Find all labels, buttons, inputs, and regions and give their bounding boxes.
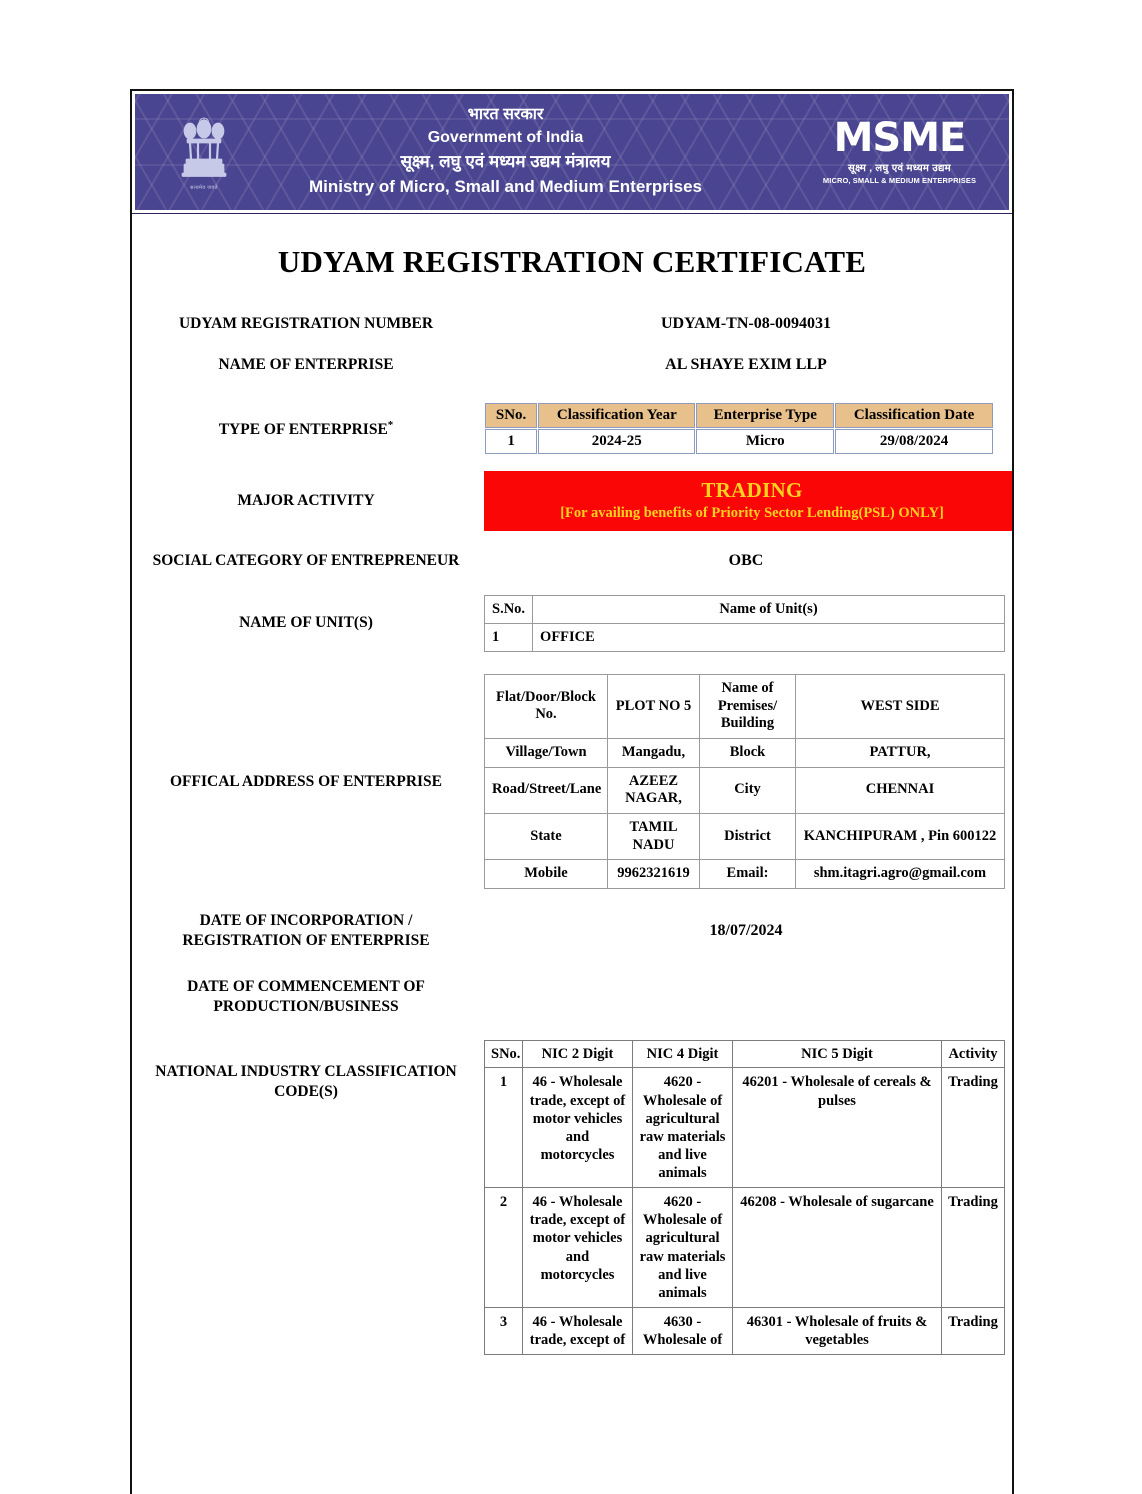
table-row	[485, 767, 1005, 813]
address-value-premises: WEST SIDE	[796, 674, 1005, 738]
units-table	[484, 595, 1005, 652]
major-activity-label: MAJOR ACTIVITY	[237, 492, 375, 510]
classification-table-header-row	[485, 403, 993, 428]
social-category-row	[132, 551, 1012, 571]
classification-year: 2024-25	[538, 429, 695, 454]
nic-2digit: 46 - Wholesale trade, except of	[523, 1307, 633, 1354]
address-key-road: Road/Street/Lane	[485, 767, 608, 813]
address-value-flat: PLOT NO 5	[608, 674, 700, 738]
address-key-email: Email:	[700, 860, 796, 889]
units-table-cell	[480, 595, 1012, 652]
classification-header-year: Classification Year	[538, 403, 695, 428]
nic-codes-label: NATIONAL INDUSTRY CLASSIFICATION CODE(S)	[155, 1063, 457, 1101]
trading-banner-title: TRADING	[701, 478, 803, 502]
units-header-name: Name of Unit(s)	[533, 595, 1005, 623]
date-of-incorporation-row	[132, 911, 1012, 951]
table-row	[485, 738, 1005, 767]
table-row	[485, 429, 993, 454]
certificate-page	[130, 89, 1014, 1494]
classification-table	[484, 402, 994, 455]
classification-header-type: Enterprise Type	[696, 403, 834, 428]
address-value-state: TAMIL NADU	[608, 813, 700, 859]
ministry-english-label: Ministry of Micro, Small and Medium Enterprises	[309, 177, 702, 197]
nic-header-2digit: NIC 2 Digit	[523, 1041, 633, 1068]
nic-header-5digit: NIC 5 Digit	[733, 1041, 942, 1068]
unit-sno: 1	[485, 623, 533, 651]
classification-header-date: Classification Date	[835, 403, 993, 428]
address-value-email: shm.itagri.agro@gmail.com	[796, 860, 1005, 889]
trading-banner-subtitle: [For availing benefits of Priority Sector Lending(PSL) ONLY]	[560, 505, 944, 521]
official-address-label: OFFICAL ADDRESS OF ENTERPRISE	[169, 772, 443, 790]
address-value-road: AZEEZ NAGAR,	[608, 767, 700, 813]
registration-number-label: UDYAM REGISTRATION NUMBER	[178, 315, 434, 333]
nic-5digit: 46208 - Wholesale of sugarcane	[733, 1188, 942, 1308]
enterprise-type-label	[132, 418, 480, 440]
address-key-block: Block	[700, 738, 796, 767]
address-table-cell	[480, 674, 1012, 889]
unit-name: OFFICE	[533, 623, 1005, 651]
address-key-city: City	[700, 767, 796, 813]
nic-activity: Trading	[942, 1307, 1005, 1354]
table-row	[485, 674, 1005, 738]
nic-table-cell	[480, 1040, 1012, 1355]
classification-enterprise-type: Micro	[696, 429, 834, 454]
nic-header-4digit: NIC 4 Digit	[633, 1041, 733, 1068]
address-key-village: Village/Town	[485, 738, 608, 767]
table-row	[485, 1307, 1005, 1354]
msme-logo	[812, 115, 987, 185]
table-row	[485, 1068, 1005, 1188]
nic-4digit: 4620 - Wholesale of agricultural raw materials and live animals	[633, 1068, 733, 1188]
emblem-caption: सत्यमेव जयते	[190, 185, 218, 191]
ministry-hindi-label: सूक्ष्म, लघु एवं मध्यम उद्यम मंत्रालय	[400, 151, 611, 171]
official-address-row	[132, 674, 1012, 889]
trading-banner	[484, 471, 1014, 531]
government-header-banner	[132, 91, 1012, 213]
address-value-district: KANCHIPURAM , Pin 600122	[796, 813, 1005, 859]
nic-5digit: 46201 - Wholesale of cereals & pulses	[733, 1068, 942, 1188]
classification-table-cell	[480, 402, 1012, 455]
social-category-label: SOCIAL CATEGORY OF ENTREPRENEUR	[152, 552, 460, 569]
enterprise-name-label: NAME OF ENTERPRISE	[218, 356, 394, 374]
table-row	[485, 860, 1005, 889]
nic-sno: 1	[485, 1068, 523, 1188]
major-activity-value-cell	[480, 471, 1014, 531]
nic-sno: 3	[485, 1307, 523, 1354]
table-row	[485, 623, 1005, 651]
enterprise-type-row	[132, 402, 1012, 455]
nic-table	[484, 1040, 1005, 1355]
nic-sno: 2	[485, 1188, 523, 1308]
name-of-units-row	[132, 595, 1012, 652]
address-key-district: District	[700, 813, 796, 859]
enterprise-type-label-text: TYPE OF ENTERPRISE	[218, 420, 388, 438]
nic-header-activity: Activity	[942, 1041, 1005, 1068]
govt-english-label: Government of India	[427, 128, 584, 146]
address-value-mobile: 9962321619	[608, 860, 700, 889]
date-of-commencement-label: DATE OF COMMENCEMENT OF PRODUCTION/BUSINESS	[187, 977, 425, 1015]
date-of-commencement-row	[132, 977, 1012, 1017]
nic-table-header-row	[485, 1041, 1005, 1068]
nic-activity: Trading	[942, 1188, 1005, 1308]
nic-2digit: 46 - Wholesale trade, except of motor vehicles and motorcycles	[523, 1068, 633, 1188]
classification-date: 29/08/2024	[835, 429, 993, 454]
msme-logo-wordmark: MSME	[833, 115, 966, 161]
nic-activity: Trading	[942, 1068, 1005, 1188]
name-of-units-label: NAME OF UNIT(S)	[239, 614, 373, 632]
registration-number-row	[132, 306, 1012, 342]
classification-sno: 1	[485, 429, 537, 454]
units-table-header-row	[485, 595, 1005, 623]
nic-codes-row	[132, 1040, 1012, 1355]
enterprise-name-value: AL SHAYE EXIM LLP	[665, 356, 827, 373]
address-key-flat: Flat/Door/Block No.	[485, 674, 608, 738]
classification-header-sno: SNo.	[485, 403, 537, 428]
address-key-premises: Name of Premises/ Building	[700, 674, 796, 738]
address-value-city: CHENNAI	[796, 767, 1005, 813]
page-title: UDYAM REGISTRATION CERTIFICATE	[277, 244, 867, 279]
nic-header-sno: SNo.	[485, 1041, 523, 1068]
date-of-incorporation-value: 18/07/2024	[709, 921, 783, 939]
nic-4digit: 4620 - Wholesale of agricultural raw materials and live animals	[633, 1188, 733, 1308]
address-value-block: PATTUR,	[796, 738, 1005, 767]
nic-2digit: 46 - Wholesale trade, except of motor vehicles and motorcycles	[523, 1188, 633, 1308]
units-header-sno: S.No.	[485, 595, 533, 623]
msme-logo-english-text: MICRO, SMALL & MEDIUM ENTERPRISES	[822, 176, 977, 185]
social-category-value: OBC	[728, 551, 764, 569]
table-row	[485, 1188, 1005, 1308]
table-row	[485, 813, 1005, 859]
govt-hindi-label: भारत सरकार	[467, 106, 544, 124]
ministry-title-block	[199, 104, 812, 200]
enterprise-type-asterisk: *	[387, 418, 394, 431]
address-key-mobile: Mobile	[485, 860, 608, 889]
enterprise-name-row	[132, 342, 1012, 388]
registration-number-value: UDYAM-TN-08-0094031	[660, 315, 832, 332]
date-of-incorporation-label: DATE OF INCORPORATION / REGISTRATION OF ENTERPRISE	[182, 912, 430, 949]
major-activity-row	[132, 471, 1012, 531]
address-value-village: Mangadu,	[608, 738, 700, 767]
nic-5digit: 46301 - Wholesale of fruits & vegetables	[733, 1307, 942, 1354]
address-table	[484, 674, 1005, 889]
msme-logo-hindi-text: सूक्ष्म , लघु एवं मध्यम उद्यम	[848, 163, 951, 174]
nic-4digit: 4630 - Wholesale of	[633, 1307, 733, 1354]
address-key-state: State	[485, 813, 608, 859]
